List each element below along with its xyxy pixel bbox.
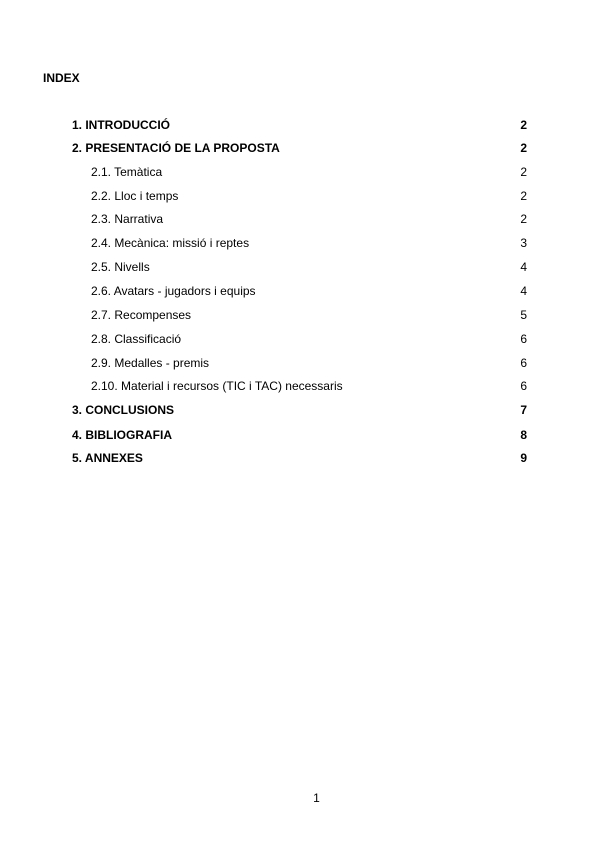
toc-entry-title: 2.3. Narrativa	[91, 212, 164, 226]
toc-entry-page: 9	[520, 451, 527, 465]
toc-entry-title: 2.9. Medalles - premis	[91, 356, 210, 370]
toc-entry-title: 2.6. Avatars - jugadors i equips	[91, 284, 256, 298]
toc-entry-bibliografia[interactable]	[72, 427, 527, 443]
toc-entry-page: 6	[520, 332, 527, 346]
toc-entry-lloc-i-temps[interactable]	[91, 188, 527, 204]
toc-entry-title: 4. BIBLIOGRAFIA	[72, 428, 173, 442]
toc-entry-page: 4	[520, 260, 527, 274]
toc-entry-title: 2.2. Lloc i temps	[91, 189, 179, 203]
toc-entry-page: 2	[520, 212, 527, 226]
toc-entry-page: 5	[520, 308, 527, 322]
index-heading: INDEX	[43, 71, 80, 85]
toc-entry-tematica[interactable]	[91, 164, 527, 180]
toc-entry-presentacio[interactable]	[72, 140, 527, 156]
toc-entry-introduccio[interactable]	[72, 117, 527, 133]
toc-entry-annexes[interactable]	[72, 450, 527, 466]
toc-entry-title: 3. CONCLUSIONS	[72, 403, 175, 417]
toc-entry-recompenses[interactable]	[91, 307, 527, 323]
toc-entry-nivells[interactable]	[91, 259, 527, 275]
page-number: 1	[313, 791, 320, 805]
toc-entry-title: 1. INTRODUCCIÓ	[72, 118, 171, 132]
toc-entry-title: 5. ANNEXES	[72, 451, 143, 465]
toc-entry-title: 2.7. Recompenses	[91, 308, 192, 322]
toc-entry-mecanica[interactable]	[91, 235, 527, 251]
toc-entry-page: 8	[520, 428, 527, 442]
toc-entry-conclusions[interactable]	[72, 402, 527, 418]
toc-entry-page: 2	[520, 141, 527, 155]
toc-entry-page: 3	[520, 236, 527, 250]
toc-entry-page: 7	[520, 403, 527, 417]
toc-entry-title: 2.10. Material i recursos (TIC i TAC) necessaris	[91, 379, 343, 393]
toc-entry-title: 2. PRESENTACIÓ DE LA PROPOSTA	[72, 141, 280, 155]
toc-entry-title: 2.8. Classificació	[91, 332, 182, 346]
toc-entry-title: 2.5. Nivells	[91, 260, 150, 274]
toc-entry-medalles[interactable]	[91, 355, 527, 371]
toc-entry-avatars[interactable]	[91, 283, 527, 299]
toc-entry-narrativa[interactable]	[91, 211, 527, 227]
toc-entry-page: 4	[520, 284, 527, 298]
toc-entry-classificacio[interactable]	[91, 331, 527, 347]
toc-entry-page: 6	[520, 379, 527, 393]
toc-entry-page: 2	[520, 118, 527, 132]
toc-entry-page: 2	[520, 189, 527, 203]
toc-entry-page: 2	[520, 165, 527, 179]
toc-entry-title: 2.4. Mecànica: missió i reptes	[91, 236, 250, 250]
toc-entry-material[interactable]	[91, 378, 527, 394]
toc-entry-page: 6	[520, 356, 527, 370]
toc-entry-title: 2.1. Temàtica	[91, 165, 163, 179]
